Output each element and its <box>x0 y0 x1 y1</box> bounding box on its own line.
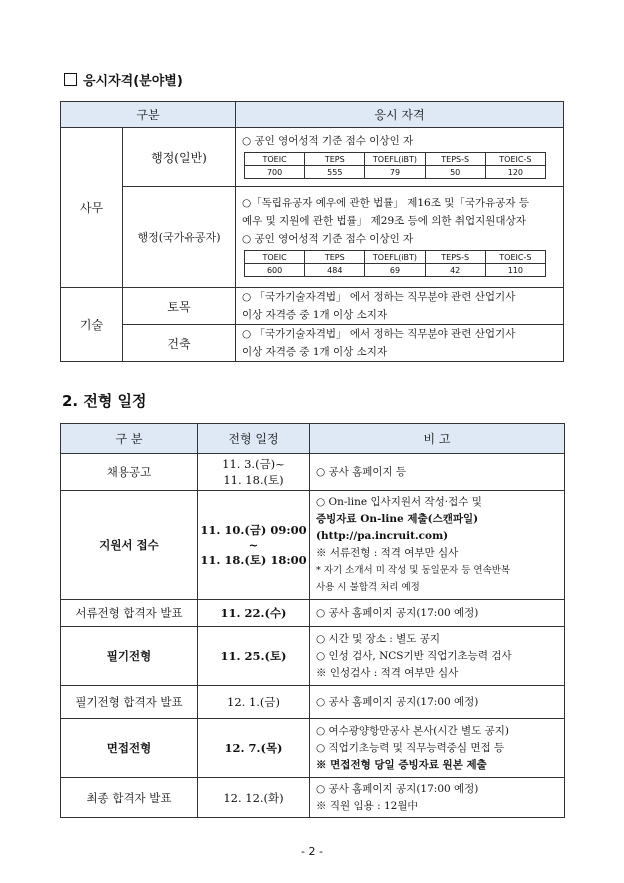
stage-date: 11. 25.(토) <box>198 627 310 686</box>
requirement-line: ○「독립유공자 예우에 관한 법률」 제16조 및「국가유공자 등 <box>242 197 530 209</box>
header-stage: 구 분 <box>61 424 198 454</box>
stage-date: 12. 7.(목) <box>198 719 310 778</box>
schedule-row <box>61 686 565 719</box>
section1-title: 응시자격(분야별) <box>83 74 183 89</box>
score-value: 700 <box>245 166 305 179</box>
architecture-requirement <box>236 325 564 362</box>
schedule-row <box>61 627 565 686</box>
stage-remarks: ○ 공사 홈페이지 공지(17:00 예정) ※ 직원 임용 : 12월中 <box>310 778 565 818</box>
field-admin-general: 행정(일반) <box>123 128 236 187</box>
stage-remarks: ○ 시간 및 장소 : 별도 공지 ○ 인성 검사, NCS기반 직업기초능력 검사 ※ 인성검사 : 적격 여부만 심사 <box>310 627 565 686</box>
stage-date: 11. 3.(금)~ 11. 18.(토) <box>198 454 310 491</box>
section2-title: 2. 전형 일정 <box>62 392 147 410</box>
requirement-line: ○ 「국가기술자격법」 에서 정하는 직무분야 관련 산업기사 <box>242 291 516 303</box>
test-name: TOEIC-S <box>485 153 545 166</box>
stage-name: 서류전형 합격자 발표 <box>61 600 198 627</box>
field-architecture: 건축 <box>123 325 236 362</box>
admin-general-requirement <box>236 128 564 187</box>
schedule-row <box>61 491 565 600</box>
stage-remarks: ○ 공사 홈페이지 등 <box>310 454 565 491</box>
schedule-row <box>61 778 565 818</box>
score-value: 110 <box>485 264 545 277</box>
stage-name: 면접전형 <box>61 719 198 778</box>
requirement-line: ○ 공인 영어성적 기준 점수 이상인 자 <box>242 135 414 147</box>
score-value: 120 <box>485 166 545 179</box>
schedule-row <box>61 600 565 627</box>
score-value: 600 <box>245 264 305 277</box>
schedule-row <box>61 719 565 778</box>
stage-name: 필기전형 <box>61 627 198 686</box>
requirement-line: 예우 및 지원에 관한 법률」 제29조 등에 의한 취업지원대상자 <box>242 215 526 227</box>
score-value: 555 <box>305 166 365 179</box>
stage-name: 지원서 접수 <box>61 491 198 600</box>
score-value: 79 <box>365 166 425 179</box>
stage-date: 12. 1.(금) <box>198 686 310 719</box>
test-name: TEPS <box>305 251 365 264</box>
stage-remarks: ○ On-line 입사지원서 작성·접수 및 증빙자료 On-line 제출(스캔파일) (http://pa.incruit.com) ※ 서류전형 : 적격 여부만 심사 * 자기 소개서 미 작성 및 동일문자 등 연속반복 사용 시 불합격 처리 예정 <box>310 491 565 600</box>
test-name: TOEIC <box>245 153 305 166</box>
stage-remarks: ○ 여수광양항만공사 본사(시간 별도 공지) ○ 직업기초능력 및 직무능력중심 면접 등 ※ 면접전형 당일 증빙자료 원본 제출 <box>310 719 565 778</box>
test-name: TOEIC-S <box>485 251 545 264</box>
score-table-merit <box>244 250 546 277</box>
requirement-line: 이상 자격증 중 1개 이상 소지자 <box>242 309 388 321</box>
test-name: TOEFL(iBT) <box>365 153 425 166</box>
stage-remarks: ○ 공사 홈페이지 공지(17:00 예정) <box>310 600 565 627</box>
requirement-line: 이상 자격증 중 1개 이상 소지자 <box>242 346 388 358</box>
header-schedule: 전형 일정 <box>198 424 310 454</box>
score-value: 69 <box>365 264 425 277</box>
stage-date: 11. 10.(금) 09:00 ~ 11. 18.(토) 18:00 <box>198 491 310 600</box>
test-name: TOEIC <box>245 251 305 264</box>
page-number: - 2 - <box>301 845 323 858</box>
test-name: TEPS-S <box>425 251 485 264</box>
civil-requirement <box>236 288 564 325</box>
test-name: TOEFL(iBT) <box>365 251 425 264</box>
header-category: 구분 <box>61 102 236 128</box>
stage-date: 11. 22.(수) <box>198 600 310 627</box>
qualification-table <box>60 101 564 362</box>
score-value: 50 <box>425 166 485 179</box>
checkbox-square-icon <box>64 73 77 86</box>
schedule-table <box>60 423 565 818</box>
category-tech: 기술 <box>61 288 123 362</box>
field-civil: 토목 <box>123 288 236 325</box>
test-name: TEPS <box>305 153 365 166</box>
requirement-line: ○ 「국가기술자격법」 에서 정하는 직무분야 관련 산업기사 <box>242 328 516 340</box>
admin-merit-requirement <box>236 187 564 288</box>
header-remarks: 비 고 <box>310 424 565 454</box>
schedule-row <box>61 454 565 491</box>
header-qualification: 응시 자격 <box>236 102 564 128</box>
field-admin-merit: 행정(국가유공자) <box>123 187 236 288</box>
score-value: 42 <box>425 264 485 277</box>
stage-name: 채용공고 <box>61 454 198 491</box>
stage-date: 12. 12.(화) <box>198 778 310 818</box>
stage-remarks: ○ 공사 홈페이지 공지(17:00 예정) <box>310 686 565 719</box>
test-name: TEPS-S <box>425 153 485 166</box>
category-office: 사무 <box>61 128 123 288</box>
section1-heading <box>64 70 183 89</box>
requirement-line: ○ 공인 영어성적 기준 점수 이상인 자 <box>242 233 414 245</box>
score-value: 484 <box>305 264 365 277</box>
score-table-general <box>244 152 546 179</box>
stage-name: 최종 합격자 발표 <box>61 778 198 818</box>
stage-name: 필기전형 합격자 발표 <box>61 686 198 719</box>
